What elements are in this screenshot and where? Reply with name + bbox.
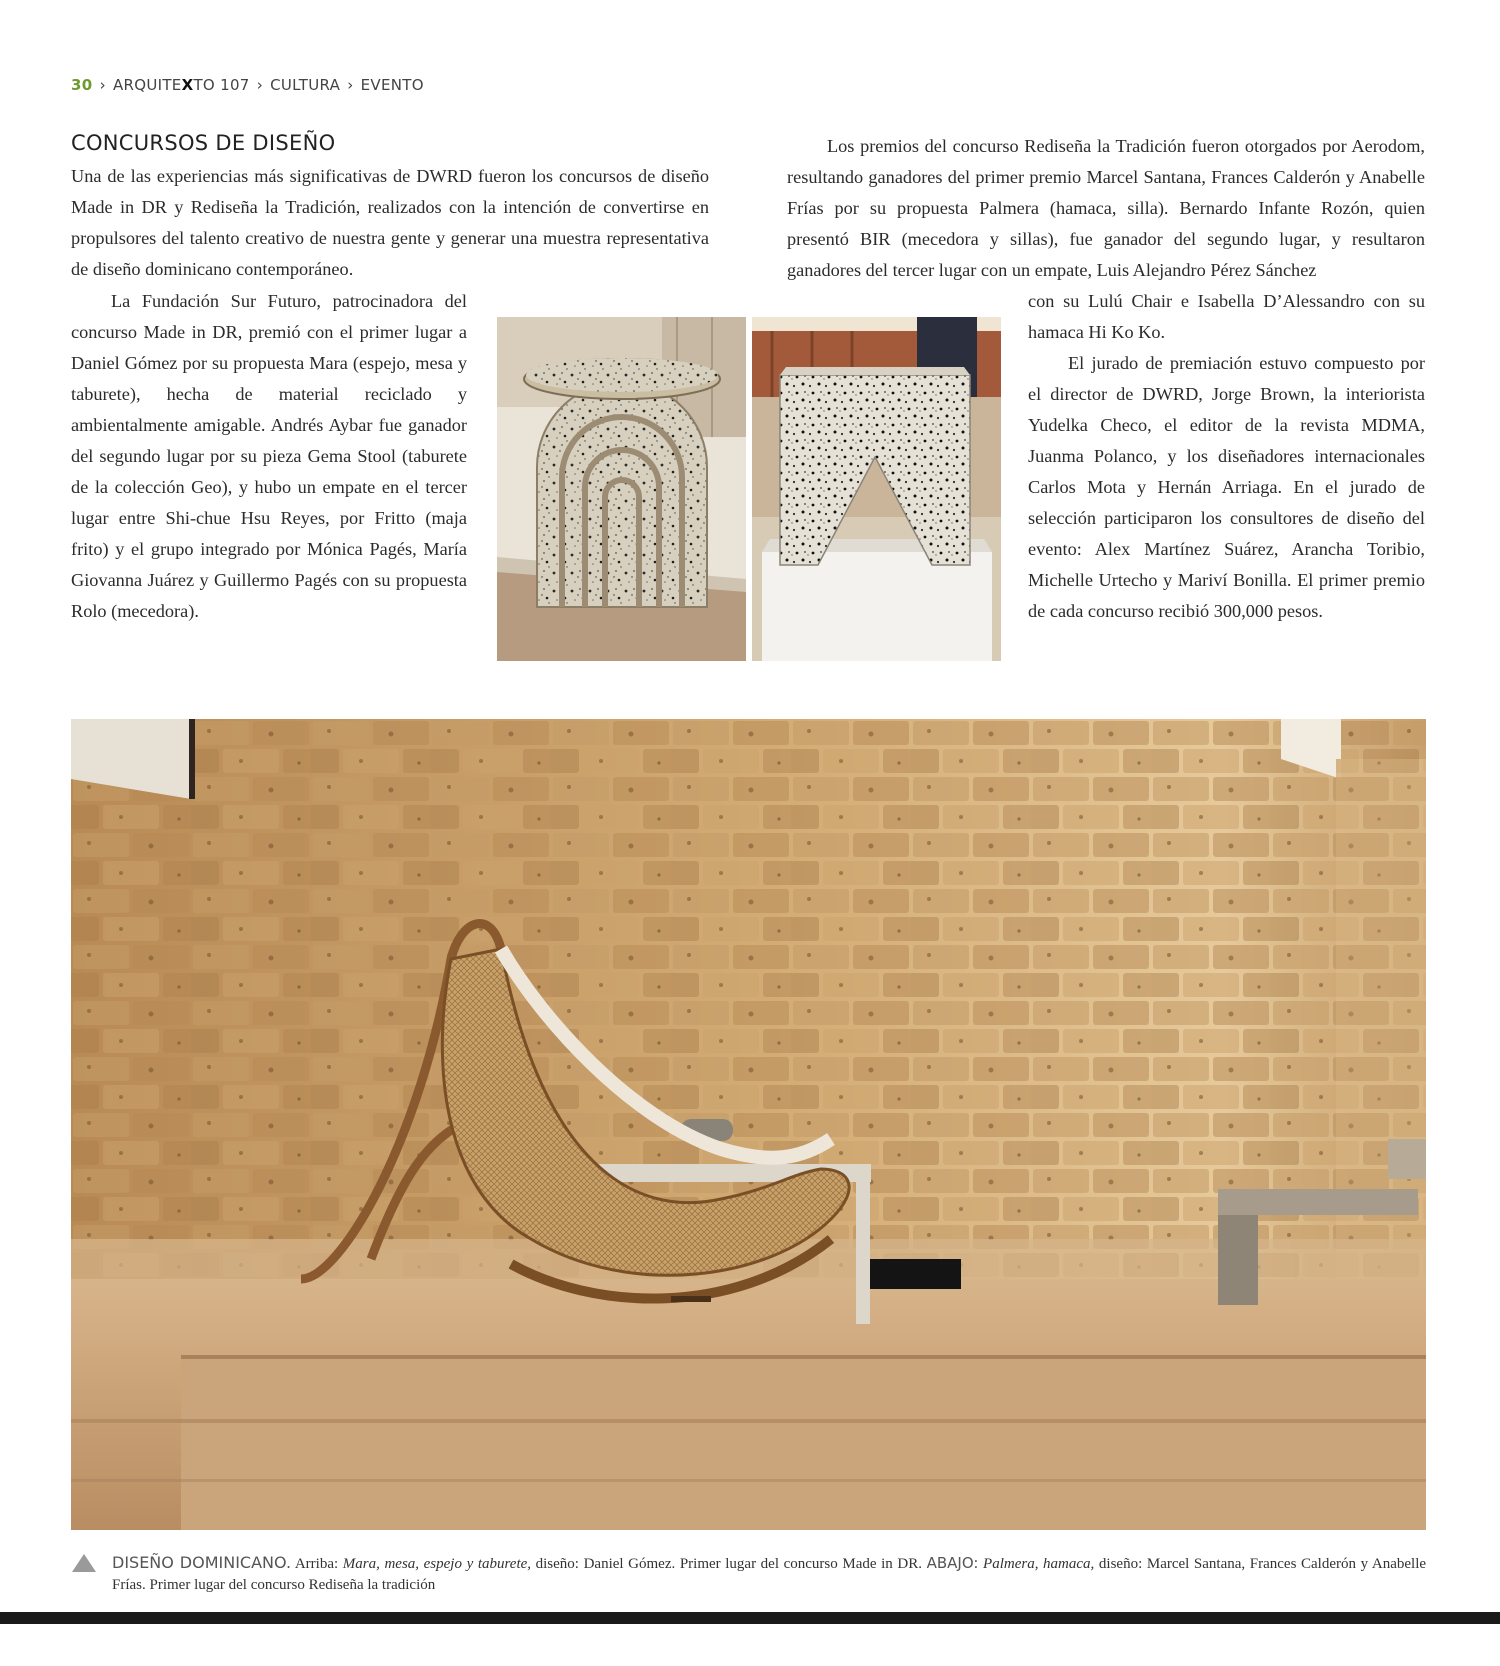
page-folio: 30 › ARQUITEXTO 107 › CULTURA › EVENTO <box>71 76 424 94</box>
section-name: CULTURA <box>270 76 341 94</box>
caption-above-text: diseño: Daniel Gómez. Primer lugar del concurso Made in DR. <box>535 1556 922 1572</box>
subsection-name: EVENTO <box>360 76 424 94</box>
caption-below-text: diseño: Marcel Santana, Frances Calderón y Anabelle Frías. Primer lugar del concurso Rediseña la tradición <box>112 1556 1427 1593</box>
bottom-rule <box>0 1612 1500 1624</box>
caption-above-title: Mara, mesa, espejo y taburete, <box>342 1556 532 1572</box>
paragraph-redisena-cont: con su Lulú Chair e Isabella D’Alessandro con su hamaca Hi Ko Ko. <box>1028 291 1425 342</box>
paragraph-made-in-dr: La Fundación Sur Futuro, patrocinadora del concurso Made in DR, premió con el primer lugar a Daniel Gómez por su propuesta Mara (espejo, mesa y taburete), hecha de material reciclado y ambientalmente amigable. Andrés Aybar fue ganador del segundo lugar por su pieza Gema Stool (taburete de la colección Geo), y hubo un empate en el tercer lugar entre Shi-chue Hsu Reyes, por Fritto (maja frito) y el grupo integrado por Mónica Pagés, María Giovanna Juárez y Guillermo Pagés con su propuesta Rolo (mecedora). <box>71 291 467 621</box>
magazine-name: ARQUITEXTO 107 <box>112 76 250 94</box>
triangle-up-icon <box>71 1553 97 1573</box>
page-number: 30 <box>71 76 93 94</box>
caption-below-label: ABAJO: <box>926 1554 979 1572</box>
paragraph-jurado: El jurado de premiación estuvo compuesto por el director de DWRD, Jorge Brown, la interiorista Yudelka Checo, el editor de la revista MDMA, Juanma Polanco, y los diseñadores internacionales Carlos Mota y Hernán Arriaga. En el jurado de selección participaron los consultores de diseño del evento: Alex Martínez Suárez, Arancha Toribio, Michelle Urtecho y Mariví Bonilla. El primer premio de cada concurso recibió 300,000 pesos. <box>1028 353 1425 621</box>
caption-heading: DISEÑO DOMINICANO. <box>112 1553 292 1572</box>
paragraph-intro: Una de las experiencias más significativas de DWRD fueron los concursos de diseño Made in DR y Rediseña la Tradición, realizados con la intención de convertirse en propulsores del talento creativo de nuestra gente y generar una muestra representativa de diseño dominicano contemporáneo. <box>71 166 709 279</box>
section-title: CONCURSOS DE DISEÑO <box>71 131 336 155</box>
photo-palmera-hamaca <box>71 719 1426 1530</box>
caption-above-label: Arriba: <box>294 1556 339 1572</box>
paragraph-redisena: Los premios del concurso Rediseña la Tradición fueron otorgados por Aerodom, resultando ganadores del primer premio Marcel Santana, Frances Calderón y Anabelle Frías por su propuesta Palmera (hamaca, silla). Bernardo Infante Rozón, quien presentó BIR (mecedora y sillas), fue ganador del segundo lugar, y resultaron ganadores del tercer lugar con un empate, Luis Alejandro Pérez Sánchez <box>787 136 1425 280</box>
photo-gema-stool <box>752 317 1001 661</box>
caption-below-title: Palmera, hamaca, <box>983 1556 1095 1572</box>
photo-caption <box>112 1552 1426 1596</box>
photo-mara-table <box>497 317 746 661</box>
